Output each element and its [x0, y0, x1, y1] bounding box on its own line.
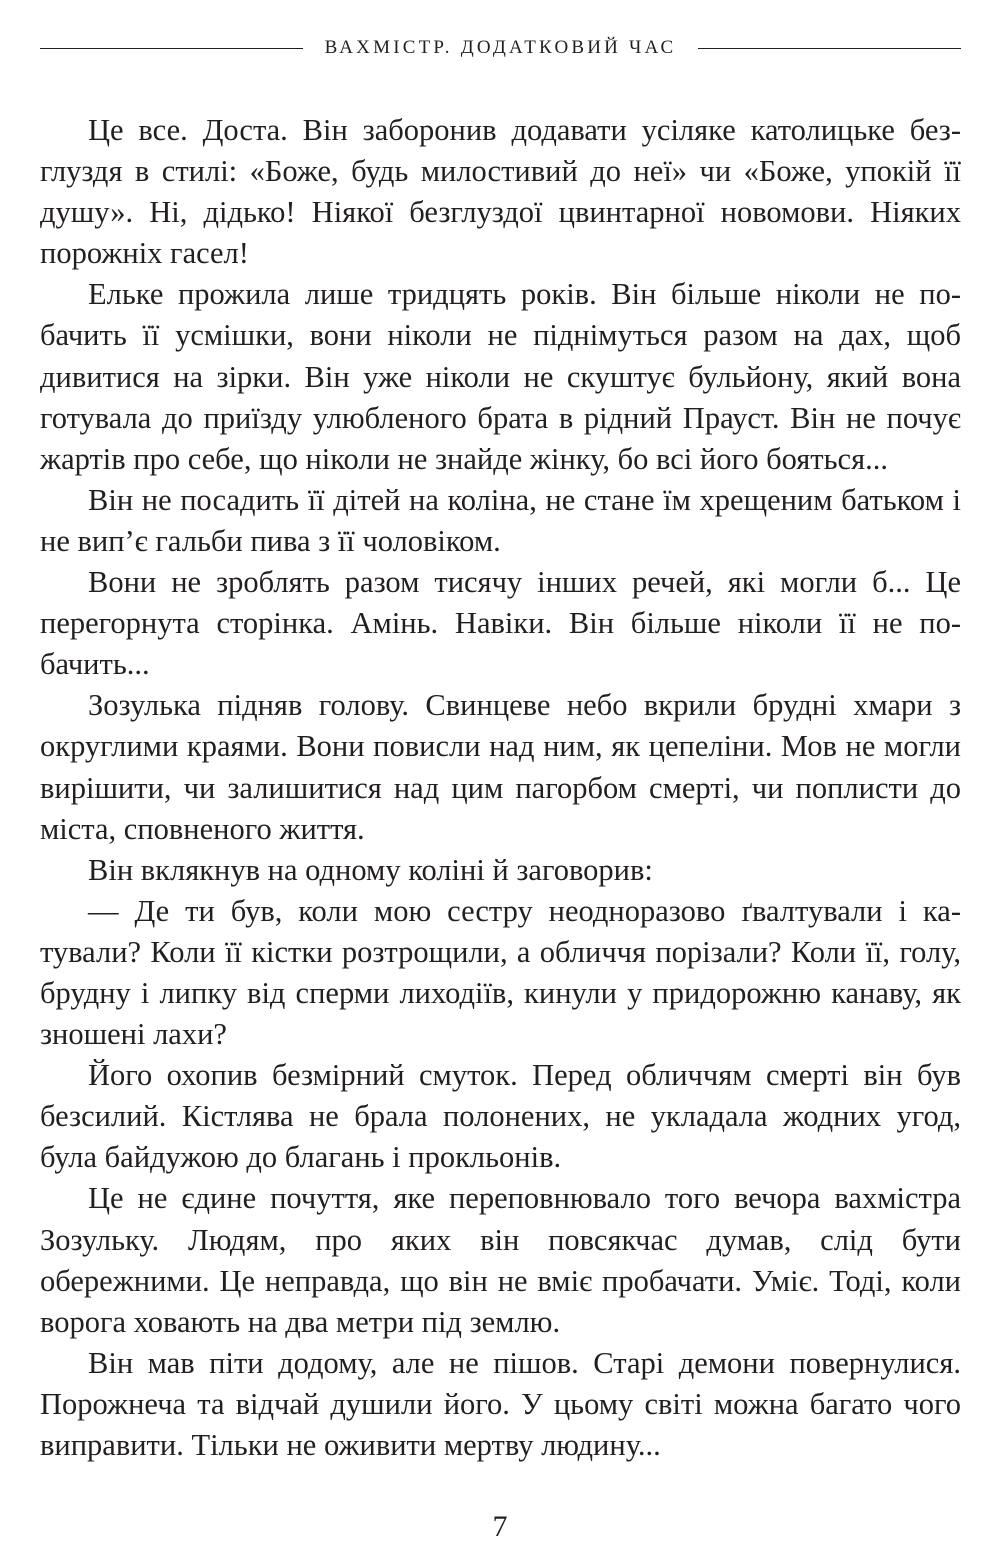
- paragraph: Ельке прожила лише тридцять років. Він більше ніколи не побачить її усмішки, вони ніколи не піднімуться разом на дах, щоб дивитися на зірки. Він уже ніколи не скуштує бульйону, який вона готувала до приїзду улюбленого брата в рідний Прауст. Він не почує жартів про себе, що ніколи не знайде жінку, бо всі його бояться...: [40, 277, 961, 476]
- header-rule-left: [40, 48, 303, 49]
- running-header: [40, 33, 961, 63]
- header-rule-right: [698, 48, 961, 49]
- running-title: ВАХМІСТР. ДОДАТКОВИЙ ЧАС: [324, 37, 677, 58]
- paragraph: Це все. Доста. Він заборонив додавати усіляке католицьке безглуздя в стилі: «Боже, будь милостивий до неї» чи «Боже, упокій її душу». Ні, дідько! Ніякої безглуздої цвинтарної новомови. Ніяких порожніх гасел!: [40, 113, 961, 271]
- paragraph: — Де ти був, коли мою сестру неодноразово ґвалтували і катували? Коли її кістки розтрощили, а обличчя порізали? Коли її, голу, брудну і липку від сперми лиходіїв, кинули у придорожню канаву, як зношені лахи?: [40, 893, 961, 1052]
- paragraph: Він не посадить її дітей на коліна, не стане їм хрещеним батьком і не вип’є гальби пива з її чоловіком.: [40, 482, 961, 558]
- paragraph: Зозулька підняв голову. Свинцеве небо вкрили брудні хмари з округлими краями. Вони повисли над ним, як цепеліни. Мов не могли вирішити, чи залишитися над цим пагорбом смерті, чи поплисти до міста, сповненого життя.: [40, 688, 961, 846]
- paragraph: Це не єдине почуття, яке переповнювало того вечора вахмістра Зозульку. Людям, про яких він повсякчас думав, слід бути обережними. Це неправда, що він не вміє пробачати. Уміє. Тоді, коли ворога ховають на два метри під землю.: [40, 1181, 961, 1339]
- page-number: 7: [492, 1510, 508, 1543]
- paragraph: Він мав піти додому, але не пішов. Старі демони повернулися. Порожнеча та відчай душили його. У цьому світі можна багато чого виправити. Тільки не оживити мертву людину...: [40, 1345, 961, 1462]
- paragraph: Його охопив безмірний смуток. Перед обличчям смерті він був безсилий. Кістлява не брала полонених, не укладала жодних угод, була байдужою до благань і прокльонів.: [40, 1058, 961, 1175]
- body-text: [40, 110, 961, 1466]
- paragraph: Вони не зроблять разом тисячу інших речей, які могли б... Це перегорнута сторінка. Амінь. Навіки. Він більше ніколи її не побачить...: [40, 565, 961, 682]
- paragraph: Він вклякнув на одному коліні й заговорив:: [88, 852, 653, 887]
